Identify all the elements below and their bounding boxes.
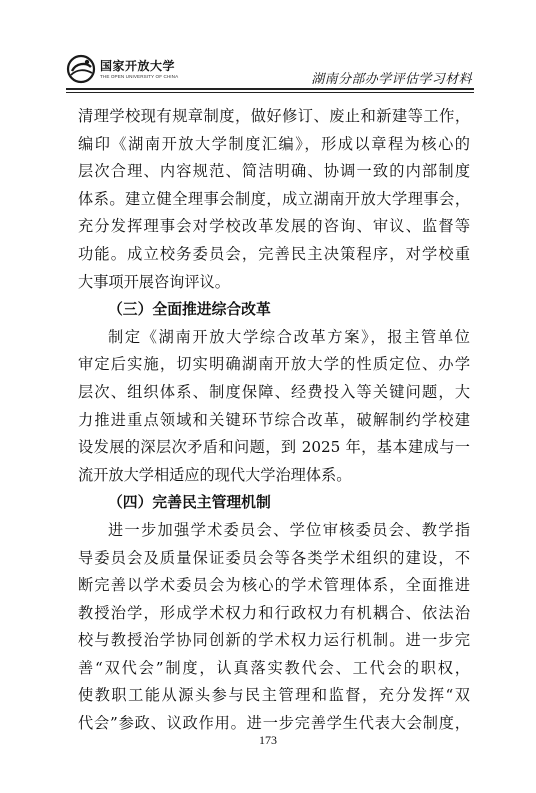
header-rule-thick [66,88,474,90]
text-line: 善“双代会”制度，认真落实教代会、工代会的职权， [78,658,470,677]
text-line: 进一步加强学术委员会、学位审核委员会、教学指 [108,520,470,539]
text-line: 审定后实施，切实明确湖南开放大学的性质定位、办学 [78,355,470,374]
text-line: 断完善以学术委员会为核心的学术管理体系，全面推进 [78,576,470,595]
text-line: 层次合理、内容规范、简洁明确、协调一致的内部制度 [78,162,470,181]
page-header [66,50,474,90]
header-rule-thin [66,92,474,93]
text-line: 清理学校现有规章制度，做好修订、废止和新建等工作， [78,107,470,125]
university-emblem-icon [66,54,96,84]
text-line: 使教职工能从源头参与民主管理和监督，充分发挥“双 [78,686,470,705]
university-logo [66,54,206,86]
section-heading: （三）全面推进综合改革 [108,301,271,319]
page-number: 173 [259,733,277,747]
section-heading: （四）完善民主管理机制 [108,494,271,512]
text-line: 力推进重点领域和关键环节综合改革，破解制约学校建 [78,410,470,429]
document-title: 湖南分部办学评估学习材料 [311,72,472,87]
text-line: 制定《湖南开放大学综合改革方案》，报主管单位 [108,327,470,346]
text-line: 导委员会及质量保证委员会等各类学术组织的建设，不 [78,548,470,567]
logo-chinese-name: 国家开放大学 [100,59,176,73]
text-line: 设发展的深层次矛盾和问题，到 2025 年，基本建成与一 [78,438,470,457]
body-text [78,103,470,738]
text-line: 功能。成立校务委员会，完善民主决策程序，对学校重 [78,244,470,263]
text-line: 层次、组织体系、制度保障、经费投入等关键问题，大 [78,382,470,401]
text-line: 编印《湖南开放大学制度汇编》，形成以章程为核心的 [78,134,470,153]
text-line: 流开放大学相适应的现代大学治理体系。 [78,465,352,484]
logo-english-name: THE OPEN UNIVERSITY OF CHINA [100,74,179,79]
text-line: 充分发挥理事会对学校改革发展的咨询、审议、监督等 [78,217,470,236]
text-line: 校与教授治学协同创新的学术权力运行机制。进一步完 [78,631,470,650]
text-line: 体系。建立健全理事会制度，成立湖南开放大学理事会， [78,189,470,208]
text-line: 代会”参政、议政作用。进一步完善学生代表大会制度， [78,714,470,733]
text-line: 大事项开展咨询评议。 [78,272,230,291]
text-line: 教授治学，形成学术权力和行政权力有机耦合、依法治 [78,603,470,622]
